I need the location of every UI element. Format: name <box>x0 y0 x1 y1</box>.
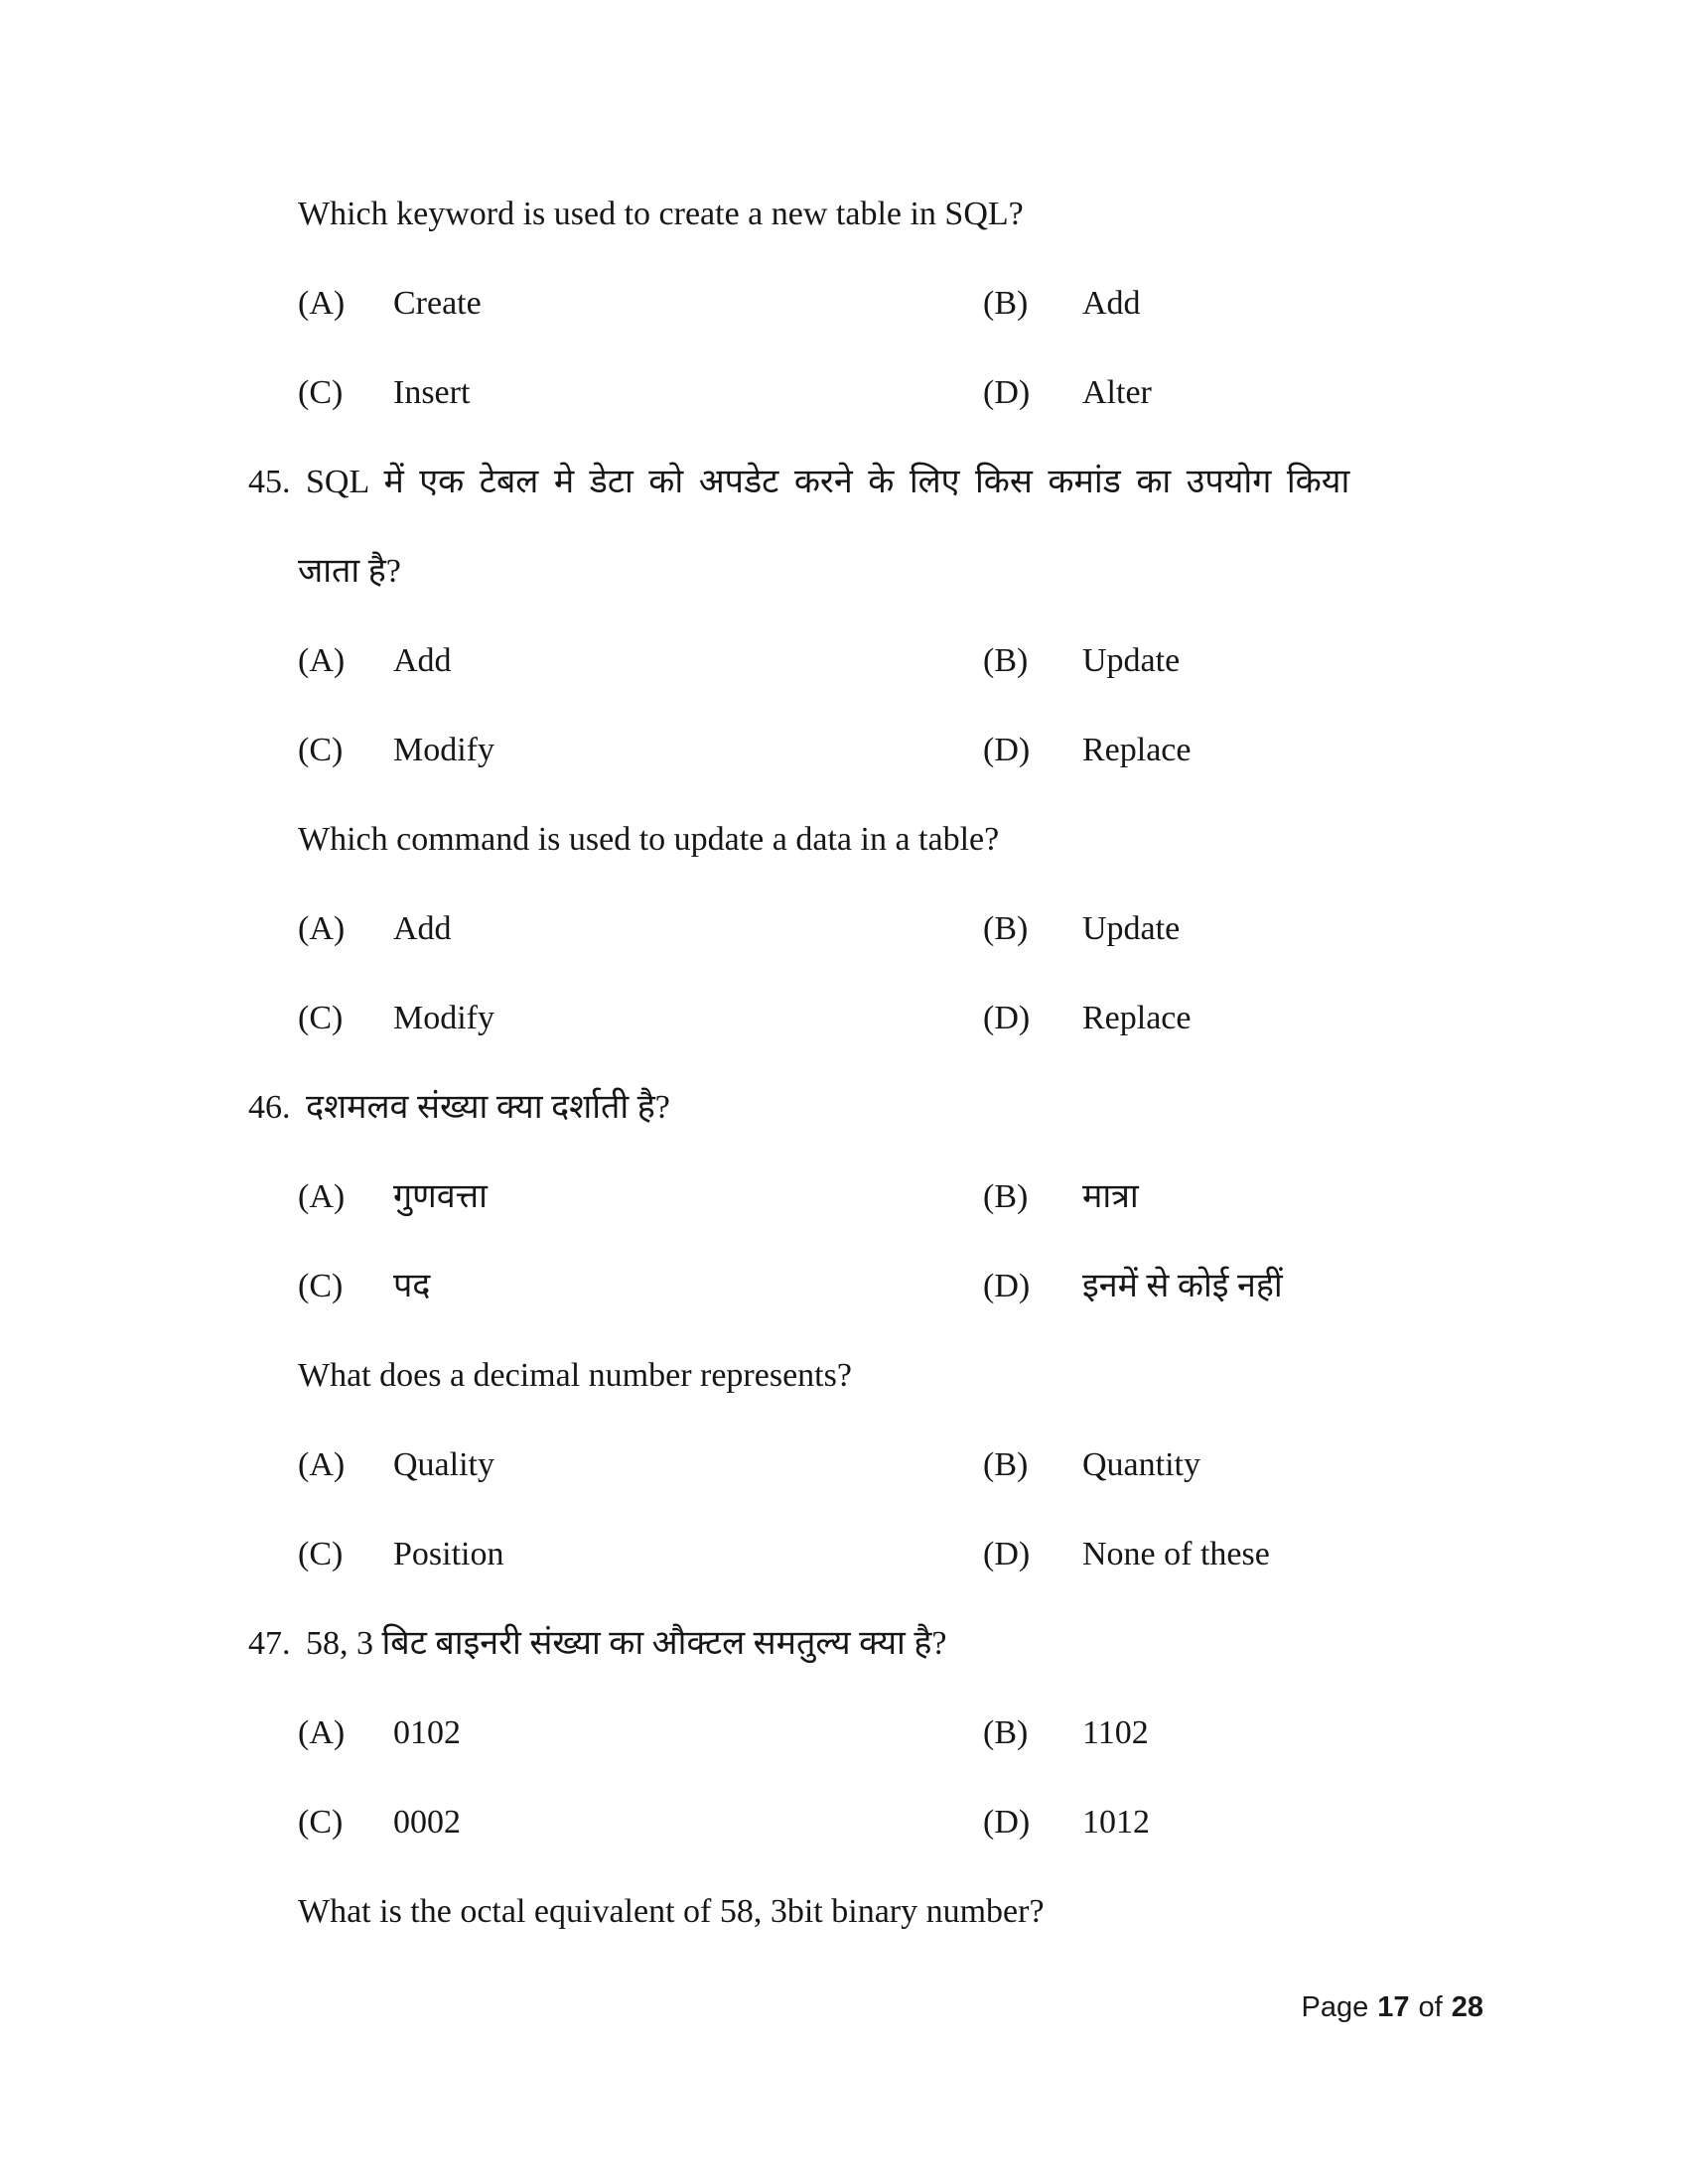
option-label: (A) <box>298 285 346 322</box>
option-text: Quality <box>393 1446 494 1483</box>
option-label: (A) <box>298 1714 346 1751</box>
option-label: (C) <box>298 374 344 411</box>
footer-page-word: Page <box>1301 1991 1369 2023</box>
option-text: गुणवत्ता <box>393 1178 488 1215</box>
question-45-hindi-line-1 <box>0 463 1688 552</box>
option-text: Update <box>1082 642 1181 679</box>
question-45-hindi-options-row-1 <box>0 641 1688 731</box>
question-47-english-text: What is the octal equivalent of 58, 3bit binary number? <box>298 1893 1045 1930</box>
option-label: (B) <box>983 642 1029 679</box>
option-text: Add <box>1082 285 1141 322</box>
question-45-hindi-options-row-2 <box>0 731 1688 820</box>
option-label: (B) <box>983 285 1029 322</box>
option-text: Position <box>393 1536 504 1572</box>
question-44-options-row-1 <box>0 284 1688 373</box>
option-label: (B) <box>983 910 1029 947</box>
option-text: Create <box>393 285 482 322</box>
option-label: (A) <box>298 642 346 679</box>
question-45-english-options-row-2 <box>0 999 1688 1088</box>
question-content <box>0 195 1688 1981</box>
option-label: (D) <box>983 732 1031 768</box>
question-46-english-text: What does a decimal number represents? <box>298 1357 852 1394</box>
option-label: (A) <box>298 1178 346 1215</box>
option-text: None of these <box>1082 1536 1270 1572</box>
option-text: पद <box>393 1268 431 1304</box>
question-47-hindi-text <box>0 1624 1688 1713</box>
option-label: (A) <box>298 1446 346 1483</box>
question-number: 47. <box>248 1625 291 1662</box>
option-text: मात्रा <box>1082 1178 1139 1215</box>
option-text: Alter <box>1082 374 1152 411</box>
question-47-options-row-1 <box>0 1713 1688 1803</box>
question-46-hindi-options-row-1 <box>0 1177 1688 1267</box>
option-label: (B) <box>983 1446 1029 1483</box>
option-text: Replace <box>1082 732 1192 768</box>
option-text: इनमें से कोई नहीं <box>1082 1268 1283 1304</box>
option-label: (A) <box>298 910 346 947</box>
option-label: (C) <box>298 1000 344 1036</box>
question-47-options-row-2 <box>0 1803 1688 1892</box>
question-text: 58, 3 बिट बाइनरी संख्या का औक्टल समतुल्य क्या है? <box>306 1625 947 1662</box>
option-label: (C) <box>298 1536 344 1572</box>
footer-current-page: 17 <box>1377 1991 1410 2023</box>
option-label: (C) <box>298 1804 344 1841</box>
option-text: Replace <box>1082 1000 1192 1036</box>
question-text: दशमलव संख्या क्या दर्शाती है? <box>306 1089 670 1126</box>
option-label: (B) <box>983 1178 1029 1215</box>
question-46-english-options-row-1 <box>0 1445 1688 1535</box>
footer-total-pages: 28 <box>1451 1991 1483 2023</box>
question-45-english-options-row-1 <box>0 909 1688 999</box>
question-45-hindi-line-2: जाता है? <box>298 553 401 590</box>
question-46-english-options-row-2 <box>0 1535 1688 1624</box>
question-46-hindi-options-row-2 <box>0 1267 1688 1356</box>
footer-of-word: of <box>1418 1991 1443 2023</box>
option-label: (D) <box>983 1268 1031 1304</box>
page-footer <box>1302 1991 1483 2024</box>
option-text: Add <box>393 642 452 679</box>
option-label: (C) <box>298 1268 344 1304</box>
option-text: Modify <box>393 1000 494 1036</box>
option-text: Quantity <box>1082 1446 1200 1483</box>
question-44-english-text: Which keyword is used to create a new table in SQL? <box>298 196 1024 232</box>
option-label: (C) <box>298 732 344 768</box>
question-44-options-row-2 <box>0 373 1688 463</box>
option-label: (D) <box>983 1536 1031 1572</box>
option-text: 1102 <box>1082 1714 1149 1751</box>
option-label: (D) <box>983 374 1031 411</box>
question-45-english-text: Which command is used to update a data in a table? <box>298 821 1000 858</box>
option-text: 1012 <box>1082 1804 1150 1841</box>
option-label: (D) <box>983 1804 1031 1841</box>
option-text: Insert <box>393 374 471 411</box>
question-number: 45. <box>248 464 291 500</box>
option-text: Modify <box>393 732 494 768</box>
question-text: SQL में एक टेबल मे डेटा को अपडेट करने के लिए किस कमांड का उपयोग किया <box>306 464 1350 500</box>
option-text: 0102 <box>393 1714 461 1751</box>
question-number: 46. <box>248 1089 291 1126</box>
option-label: (D) <box>983 1000 1031 1036</box>
option-label: (B) <box>983 1714 1029 1751</box>
option-text: Update <box>1082 910 1181 947</box>
question-46-hindi-text <box>0 1088 1688 1177</box>
option-text: Add <box>393 910 452 947</box>
option-text: 0002 <box>393 1804 461 1841</box>
